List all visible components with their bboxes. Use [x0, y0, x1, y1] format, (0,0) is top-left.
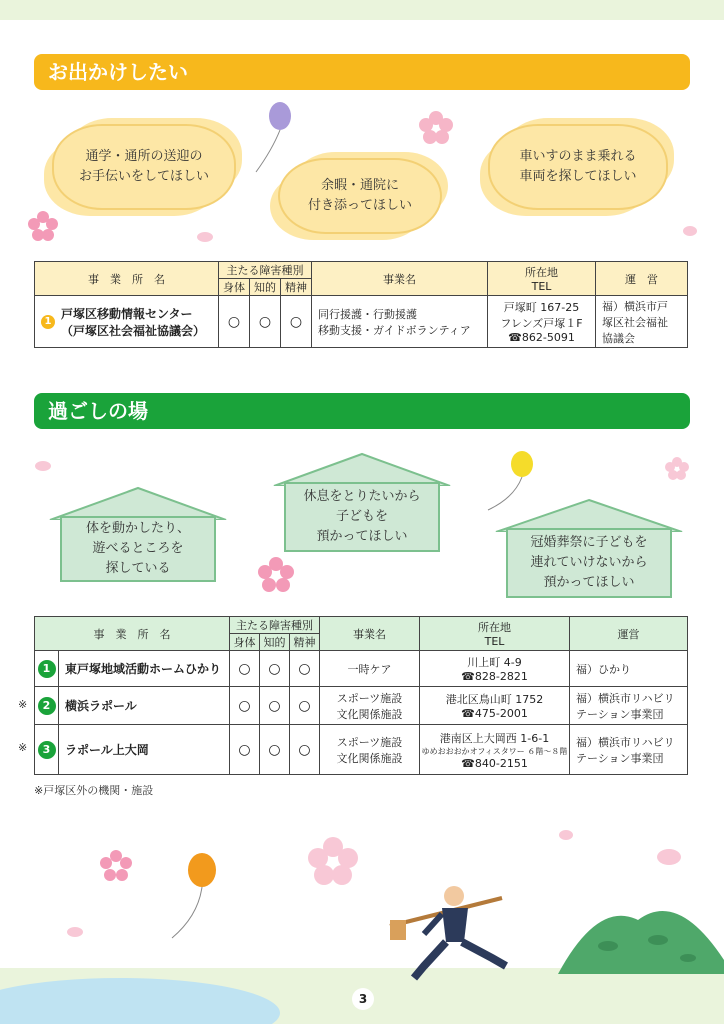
outside-ward-mark: ※: [18, 741, 28, 754]
body-mark: ○: [230, 687, 260, 725]
header-location: [488, 262, 596, 296]
operator-line2: 塚区社会福祉: [602, 315, 668, 329]
address-line1: 川上町 4-9: [467, 656, 522, 669]
cloud-need-2: [278, 158, 442, 234]
header-body: 身体: [230, 634, 260, 651]
row-number-badge: 1: [38, 660, 56, 678]
header-location: [420, 617, 570, 651]
sakura-icon: [664, 456, 690, 482]
orange-balloon-icon: [168, 850, 224, 942]
address-line1: 港北区鳥山町 1752: [445, 693, 544, 706]
house-text: 休息をとりたいから 子どもを 預かってほしい: [303, 488, 421, 545]
office-name-cell: [35, 296, 219, 348]
service-line1: 同行援護・行動援護: [318, 307, 417, 321]
cloud-need-3: [488, 124, 668, 210]
header-tel-label: TEL: [484, 635, 505, 648]
service-cell: [320, 725, 420, 775]
header-operator: 運営: [570, 617, 688, 651]
petal-icon: [196, 230, 214, 244]
service-line2: 移動支援・ガイドボランティア: [318, 323, 471, 337]
address-line1: 港南区上大岡西 1-6-1: [439, 731, 550, 745]
header-location-label: 所在地: [478, 621, 511, 634]
house-text: 体を動かしたり、 遊べるところを 探している: [85, 520, 190, 577]
row-number-badge: 2: [38, 697, 56, 715]
header-service: 事業名: [320, 617, 420, 651]
table-row: [35, 725, 688, 775]
mental-mark: ○: [290, 725, 320, 775]
header-operator: 運 営: [596, 262, 688, 296]
cloud-text: 車いすのまま乗れる 車両を探してほしい: [519, 148, 637, 184]
tel-value: ☎862-5091: [508, 331, 575, 344]
header-mental: 精神: [281, 279, 312, 296]
row-number-cell: [35, 725, 59, 775]
address-line2: ゆめおおおかオフィスタワー ６階～８階: [421, 746, 568, 756]
operator-line1: 福）横浜市戸: [602, 299, 668, 313]
sakura-icon: [306, 836, 360, 890]
operator-line1: 福）ひかり: [576, 662, 631, 676]
address-line2: フレンズ戸塚１F: [500, 317, 583, 330]
location-cell: [420, 725, 570, 775]
office-name: ラポール上大岡: [59, 725, 230, 775]
mental-mark: ○: [290, 687, 320, 725]
cloud-text: 通学・通所の送迎の お手伝いをしてほしい: [78, 148, 209, 184]
top-decor-strip: [0, 0, 724, 20]
service-line1: 一時ケア: [347, 662, 392, 676]
office-name-line1: 戸塚区移動情報センター: [61, 306, 193, 321]
house-text: 冠婚葬祭に子どもを 連れていけないから 預かってほしい: [530, 534, 648, 591]
office-name: 横浜ラポール: [59, 687, 230, 725]
address-line1: 戸塚町 167-25: [503, 301, 580, 314]
body-mark: ○: [230, 651, 260, 687]
sakura-icon: [256, 556, 296, 596]
row-number-cell: [35, 651, 59, 687]
tel-value: ☎475-2001: [461, 707, 528, 720]
operator-line2: テーション事業団: [576, 707, 664, 721]
cloud-text: 余暇・通院に 付き添ってほしい: [307, 177, 412, 213]
service-line2: 文化関係施設: [336, 707, 403, 721]
operator-line3: 協議会: [602, 331, 635, 345]
mental-mark: ○: [281, 296, 312, 348]
location-cell: [420, 687, 570, 725]
table-row: [35, 296, 688, 348]
operator-cell: [596, 296, 688, 348]
service-line2: 文化関係施設: [336, 751, 403, 765]
row-number-badge: 1: [41, 315, 55, 329]
table-row: [35, 651, 688, 687]
table-place-services: [34, 616, 688, 775]
header-office: 事 業 所 名: [35, 617, 230, 651]
header-intellect: 知的: [250, 279, 281, 296]
house-roof: [48, 486, 228, 520]
office-name: 東戸塚地域活動ホームひかり: [59, 651, 230, 687]
service-line1: スポーツ施設: [336, 691, 403, 705]
header-tel-label: TEL: [531, 280, 552, 293]
header-location-label: 所在地: [525, 266, 558, 279]
sakura-icon: [26, 210, 60, 244]
sakura-icon: [418, 110, 454, 146]
outside-ward-mark: ※: [18, 698, 28, 711]
operator-line1: 福）横浜市リハビリ: [576, 691, 675, 705]
yellow-balloon-icon: [482, 448, 538, 518]
petal-icon: [34, 458, 52, 474]
operator-line1: 福）横浜市リハビリ: [576, 735, 675, 749]
hill-illustration: [558, 900, 724, 974]
cloud-need-1: [52, 124, 236, 210]
operator-cell: [570, 725, 688, 775]
runner-illustration: [384, 874, 534, 990]
header-office: 事 業 所 名: [35, 262, 219, 296]
header-mental: 精神: [290, 634, 320, 651]
header-service: 事業名: [312, 262, 488, 296]
house-roof: [272, 452, 452, 486]
operator-cell: [570, 687, 688, 725]
intellect-mark: ○: [250, 296, 281, 348]
section-title-place: 過ごしの場: [34, 393, 690, 429]
mental-mark: ○: [290, 651, 320, 687]
footnote: ※戸塚区外の機関・施設: [34, 784, 154, 797]
petal-icon: [656, 846, 682, 868]
row-number-cell: [35, 687, 59, 725]
office-name-line2: （戸塚区社会福祉協議会）: [61, 323, 206, 338]
intellect-mark: ○: [260, 725, 290, 775]
service-cell: [312, 296, 488, 348]
body-mark: ○: [219, 296, 250, 348]
house-need-1: [48, 486, 228, 582]
purple-balloon-icon: [250, 100, 300, 180]
body-mark: ○: [230, 725, 260, 775]
service-line1: スポーツ施設: [336, 735, 403, 749]
location-cell: [488, 296, 596, 348]
petal-icon: [682, 224, 698, 238]
header-body: 身体: [219, 279, 250, 296]
service-cell: [320, 651, 420, 687]
row-number-badge: 3: [38, 741, 56, 759]
petal-icon: [558, 828, 574, 842]
petal-icon: [66, 924, 84, 940]
section-title-outing: お出かけしたい: [34, 54, 690, 90]
service-cell: [320, 687, 420, 725]
page-number: 3: [352, 988, 374, 1010]
tel-value: ☎840-2151: [461, 756, 528, 770]
tel-value: ☎828-2821: [461, 670, 528, 683]
location-cell: [420, 651, 570, 687]
table-outing-services: [34, 261, 688, 348]
intellect-mark: ○: [260, 687, 290, 725]
operator-line2: テーション事業団: [576, 751, 664, 765]
house-need-2: [272, 452, 452, 552]
header-disability: 主たる障害種別: [230, 617, 320, 634]
house-body: [506, 528, 672, 598]
intellect-mark: ○: [260, 651, 290, 687]
table-row: [35, 687, 688, 725]
house-body: [60, 516, 216, 582]
header-intellect: 知的: [260, 634, 290, 651]
operator-cell: [570, 651, 688, 687]
house-body: [284, 482, 440, 552]
sakura-icon: [98, 848, 134, 884]
header-disability: 主たる障害種別: [219, 262, 312, 279]
